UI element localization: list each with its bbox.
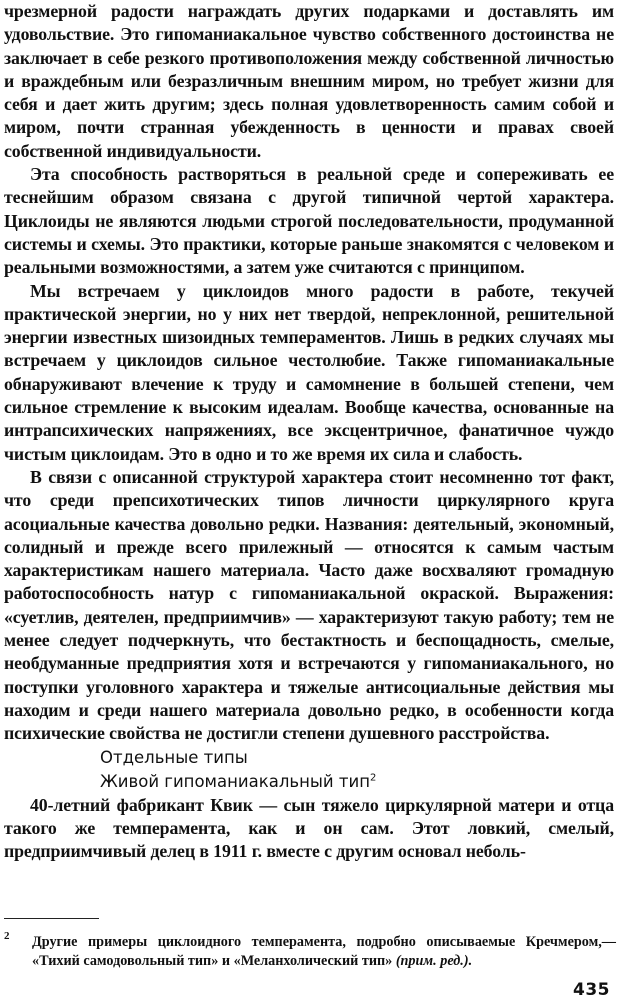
- footnote-text: Другие примеры циклоидного темперамента, подробно описываемые Кречмером,— «Тихий самодовольный тип» и «Меланхолический тип»: [32, 934, 616, 969]
- paragraph-1: чрезмерной радости награждать других подарками и доставлять им удовольствие. Это гипоманиакальное чувство собственного достоинства не заключает в себе резкого противоположения между собственной личностью и враждебным или безразличным внешним миром, но требует жизни для себя и дает жить другим; здесь полная удовлетворенность самим собой и миром, почти странная убежденность в ценности и правах своей собственной индивидуальности.: [4, 1, 614, 161]
- footnote-body: [4, 933, 616, 971]
- page-number: 435: [573, 980, 610, 1000]
- footnote-mark: 2: [370, 772, 377, 783]
- main-text: [4, 0, 614, 863]
- paragraph-3: Мы встречаем у циклоидов много радости в работе, текучей практической энергии, но у них нет твердой, непреклонной, решительной энергии известных шизоидных темпераментов. Лишь в редких случаях мы встречаем у циклоидов сильное честолюбие. Также гипоманиакальные обнаруживают влечение к труду и самомнение в большей степени, чем сильное стремление к высоким идеалам. Вообще качества, основанные на интрапсихических напряжениях, все эксцентричное, фанатичное чуждо чистым циклоидам. Это в одно и то же время их сила и слабость.: [4, 280, 614, 464]
- paragraph-2: Эта способность растворяться в реальной среде и сопереживать ее теснейшим образом связана с другой типичной чертой характера. Циклоиды не являются людьми строгой последовательности, продуманной системы и схемы. Это практики, которые раньше знакомятся с человеком и реальными возможностями, а затем уже считаются с принципом.: [4, 164, 614, 278]
- section-heading: Отдельные типы: [100, 747, 248, 767]
- footnote: [4, 930, 616, 971]
- footnote-number: 2: [4, 930, 10, 942]
- footnote-divider: [4, 918, 99, 919]
- paragraph-5: 40-летний фабрикант Квик — сын тяжело циркулярной матери и отца такого же темперамента, как и он сам. Этот ловкий, смелый, предприимчивый делец в 1911 г. вместе с другим основал неболь-: [4, 794, 614, 862]
- subsection-heading-text: Живой гипоманиакальный тип: [100, 771, 370, 791]
- paragraph-4: В связи с описанной структурой характера стоит несомненно тот факт, что среди препсихотических типов личности циркулярного круга асоциальные качества довольно редки. Названия: деятельный, экономный, солидный и прежде всего прилежный — относятся к самым частым характеристикам нашего материала. Часто даже восхваляют громадную работоспособность натур с гипоманиакальной окраской. Выражения: «суетлив, деятелен, предприимчив» — характеризуют такую работу; тем не менее следует подчеркнуть, что бестактность и беспощадность, смелые, необдуманные предприятия хотя и встречаются у гипоманиакального, но поступки уголовного характера и тяжелые антисоциальные действия мы находим и среди нашего материала довольно редко, в особенности когда психические свойства не достигли степени душевного расстройства.: [4, 466, 614, 744]
- footnote-editor-note: (прим. ред.).: [395, 953, 473, 969]
- subsection-heading: [4, 770, 614, 794]
